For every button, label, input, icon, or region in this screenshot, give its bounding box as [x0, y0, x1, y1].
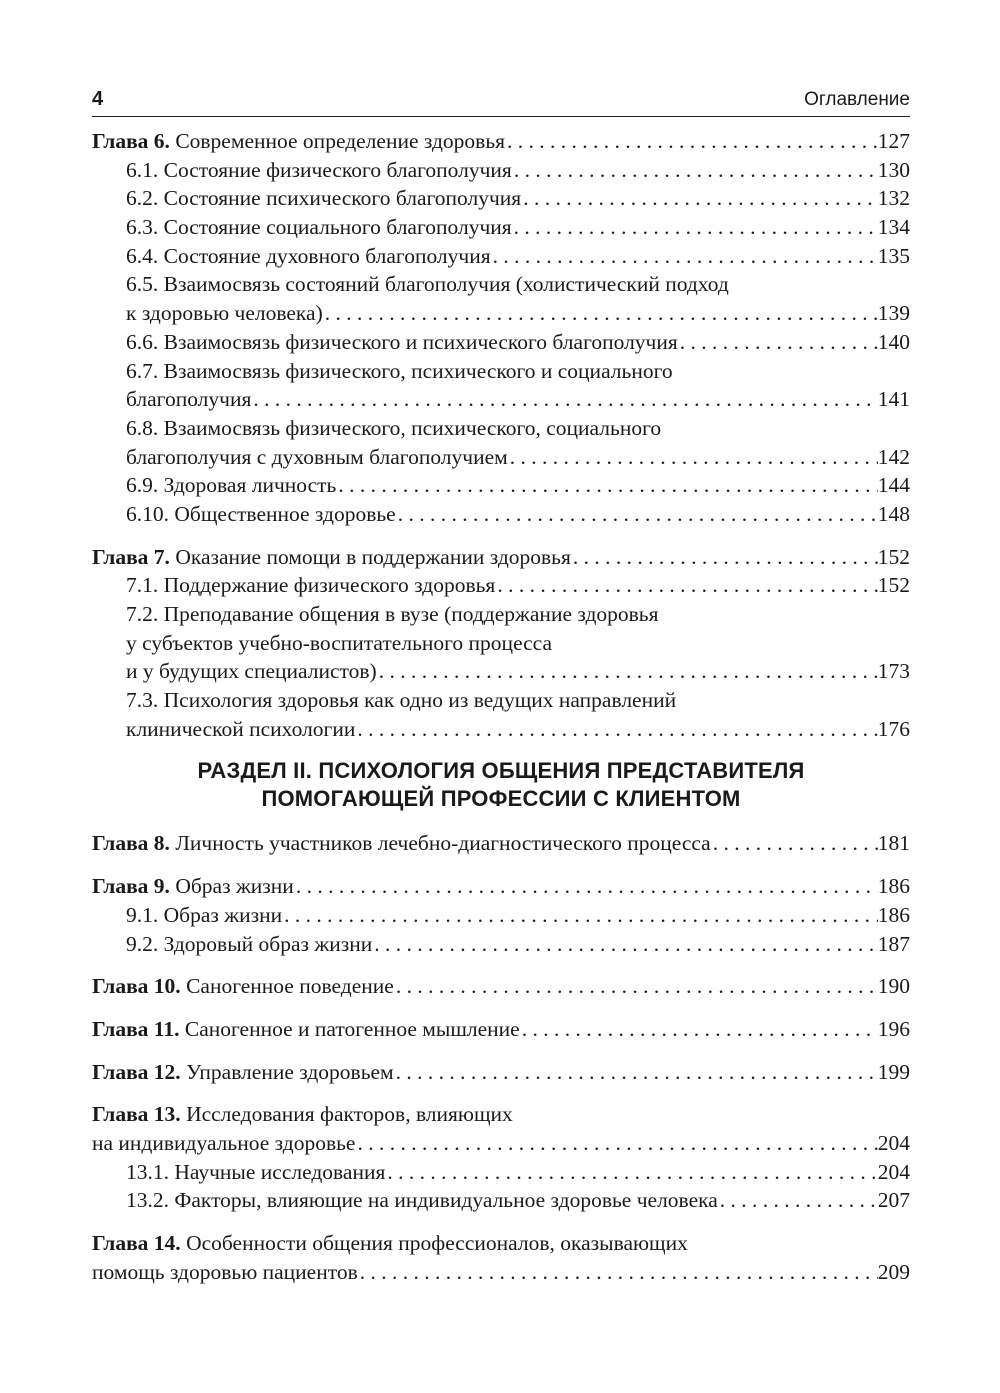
toc-entry-text	[92, 127, 505, 156]
toc-entry-text	[126, 272, 729, 296]
toc-line	[92, 1100, 910, 1129]
dot-leader	[520, 1015, 878, 1044]
toc-entry-text	[126, 242, 491, 271]
toc-line	[92, 500, 910, 529]
toc-page-number: 204	[877, 1130, 910, 1155]
toc-entry-text	[126, 930, 372, 959]
chapter-label: Глава 10.	[92, 974, 181, 999]
chapter-label: Глава 8.	[92, 831, 170, 856]
toc-page-number: 141	[877, 387, 910, 412]
toc-entry-title: Оказание помощи в поддержании здоровья	[175, 544, 571, 569]
toc-line	[92, 270, 910, 299]
toc-page-number: 127	[877, 129, 910, 153]
dot-leader	[372, 930, 878, 959]
toc-line	[92, 1058, 910, 1087]
toc-entry-title: 13.1. Научные исследования	[126, 1159, 386, 1184]
dot-leader	[571, 543, 878, 572]
chapter-label: Глава 11.	[92, 1016, 180, 1041]
toc-entry-title: 6.6. Взаимосвязь физического и психического благополучия	[126, 329, 678, 354]
toc-line	[92, 414, 910, 443]
dot-leader	[336, 471, 877, 500]
table-of-contents	[92, 127, 910, 1300]
toc-page-number: 204	[877, 1159, 910, 1184]
toc-page-number: 186	[877, 902, 910, 927]
dot-leader	[358, 1258, 878, 1287]
toc-entry-text	[92, 1058, 394, 1087]
toc-line	[92, 357, 910, 386]
toc-entry-title: 9.2. Здоровый образ жизни	[126, 931, 373, 956]
toc-entry-text	[92, 829, 711, 858]
toc-entry-title: 6.5. Взаимосвязь состояний благополучия (холистический подход	[126, 272, 729, 297]
toc-entry-title: 6.8. Взаимосвязь физического, психического, социального	[126, 415, 662, 440]
toc-page-number: 148	[877, 501, 910, 526]
toc-line	[92, 600, 910, 629]
toc-entry-text	[126, 688, 676, 712]
toc-entry-title: на индивидуальное здоровье	[92, 1130, 356, 1155]
toc-entry-text	[92, 1258, 358, 1287]
toc-page-number: 207	[877, 1188, 910, 1213]
dot-leader	[294, 872, 878, 901]
toc-page-number: 144	[877, 473, 910, 498]
toc-entry-text	[126, 328, 678, 357]
section-heading	[92, 757, 910, 813]
chapter-label: Глава 14.	[92, 1231, 181, 1255]
dot-leader	[711, 829, 878, 858]
toc-entry-text	[126, 416, 661, 440]
toc-chapter	[92, 1015, 910, 1044]
toc-entry-text	[92, 1102, 513, 1126]
toc-entry-text	[126, 571, 495, 600]
toc-chapter	[92, 872, 910, 958]
section-heading-line: ПОМОГАЮЩЕЙ ПРОФЕССИИ С КЛИЕНТОМ	[261, 786, 741, 812]
toc-entry-text	[126, 631, 552, 655]
toc-entry-text	[126, 901, 282, 930]
toc-line	[92, 686, 910, 715]
toc-entry-text	[126, 359, 673, 383]
toc-entry-title: 6.10. Общественное здоровье	[126, 501, 396, 526]
toc-entry-title: благополучия	[126, 387, 252, 412]
dot-leader	[505, 127, 878, 156]
toc-entry-title: Особенности общения профессионалов, оказывающих	[186, 1231, 688, 1255]
toc-entry-text	[92, 1129, 355, 1158]
toc-chapter	[92, 972, 910, 1001]
toc-entry-title: к здоровью человека)	[126, 301, 323, 326]
toc-entry-title: у субъектов учебно-воспитательного процесса	[126, 630, 553, 655]
toc-entry-text	[126, 500, 396, 529]
toc-entry-title: 6.9. Здоровая личность	[126, 473, 337, 498]
dot-leader	[521, 184, 878, 213]
toc-entry-title: Управление здоровьем	[186, 1059, 394, 1084]
toc-line	[92, 1129, 910, 1158]
chapter-label: Глава 9.	[92, 874, 170, 899]
toc-page-number: 196	[877, 1016, 910, 1041]
toc-chapter	[92, 1058, 910, 1087]
toc-entry-text	[126, 715, 355, 744]
toc-line	[92, 972, 910, 1001]
toc-entry-text	[92, 1231, 688, 1255]
toc-page-number: 132	[877, 186, 910, 211]
toc-chapter	[92, 543, 910, 744]
toc-entry-text	[126, 443, 508, 472]
dot-leader	[394, 1058, 878, 1087]
chapter-label: Глава 7.	[92, 544, 170, 569]
toc-entry-title: 13.2. Факторы, влияющие на индивидуальное здоровье человека	[126, 1188, 718, 1213]
toc-entry-text	[92, 972, 394, 1001]
dot-leader	[394, 972, 878, 1001]
dot-leader	[355, 715, 877, 744]
dot-leader	[508, 443, 878, 472]
dot-leader	[495, 571, 877, 600]
toc-line	[92, 156, 910, 185]
toc-entry-text	[126, 471, 336, 500]
toc-line	[92, 571, 910, 600]
toc-line	[92, 1258, 910, 1287]
toc-line	[92, 1229, 910, 1258]
toc-line	[92, 1186, 910, 1215]
chapter-label: Глава 6.	[92, 129, 170, 153]
toc-chapter	[92, 829, 910, 858]
toc-entry-title: 6.2. Состояние психического благополучия	[126, 186, 522, 211]
toc-line	[92, 872, 910, 901]
toc-line	[92, 543, 910, 572]
dot-leader	[491, 242, 878, 271]
toc-entry-title: 7.2. Преподавание общения в вузе (поддержание здоровья	[126, 602, 659, 626]
toc-page-number: 186	[877, 874, 910, 899]
toc-entry-title: Современное определение здоровья	[175, 129, 506, 153]
toc-page-number: 140	[877, 329, 910, 354]
toc-line	[92, 385, 910, 414]
toc-line	[92, 629, 910, 658]
toc-page-number: 190	[877, 974, 910, 999]
toc-entry-title: Исследования факторов, влияющих	[186, 1102, 513, 1127]
toc-page-number: 152	[877, 573, 910, 598]
running-head	[92, 84, 910, 117]
chapter-label: Глава 13.	[92, 1102, 181, 1127]
toc-page-number: 176	[877, 716, 910, 741]
toc-line	[92, 657, 910, 686]
toc-entry-text	[92, 1015, 520, 1044]
toc-line	[92, 901, 910, 930]
toc-line	[92, 213, 910, 242]
toc-entry-title: благополучия с духовным благополучием	[126, 444, 508, 469]
toc-entry-title: 6.7. Взаимосвязь физического, психического и социального	[126, 358, 673, 383]
dot-leader	[718, 1186, 878, 1215]
toc-entry-text	[126, 213, 512, 242]
section-heading-line: РАЗДЕЛ II. ПСИХОЛОГИЯ ОБЩЕНИЯ ПРЕДСТАВИТЕЛЯ	[197, 758, 805, 784]
toc-entry-text	[126, 156, 512, 185]
dot-leader	[251, 385, 877, 414]
toc-page-number: 181	[877, 831, 910, 856]
toc-entry-title: Саногенное поведение	[186, 974, 394, 999]
toc-page-number: 135	[877, 243, 910, 268]
toc-page-number: 134	[877, 215, 910, 240]
toc-entry-text	[92, 872, 294, 901]
toc-line	[92, 328, 910, 357]
dot-leader	[512, 213, 878, 242]
toc-entry-text	[126, 184, 521, 213]
toc-entry-title: 6.4. Состояние духовного благополучия	[126, 243, 491, 268]
toc-page-number: 139	[877, 301, 910, 326]
toc-chapter	[92, 1100, 910, 1215]
toc-line	[92, 1015, 910, 1044]
toc-page-number: 199	[877, 1059, 910, 1084]
toc-line	[92, 443, 910, 472]
toc-page-number: 209	[877, 1259, 910, 1284]
toc-line	[92, 930, 910, 959]
toc-entry-title: 7.3. Психология здоровья как одно из ведущих направлений	[126, 688, 677, 713]
toc-entry-title: 6.3. Состояние социального благополучия	[126, 215, 512, 240]
toc-entry-title: 6.1. Состояние физического благополучия	[126, 157, 512, 182]
dot-leader	[377, 657, 878, 686]
toc-entry-title: 7.1. Поддержание физического здоровья	[126, 573, 496, 598]
dot-leader	[396, 500, 878, 529]
toc-entry-text	[126, 657, 377, 686]
toc-page-number: 173	[877, 659, 910, 684]
toc-entry-text	[126, 1186, 718, 1215]
toc-line	[92, 127, 910, 156]
toc-line	[92, 1158, 910, 1187]
toc-line	[92, 715, 910, 744]
toc-entry-title: 9.1. Образ жизни	[126, 902, 283, 927]
dot-leader	[323, 299, 878, 328]
dot-leader	[355, 1129, 877, 1158]
toc-line	[92, 242, 910, 271]
dot-leader	[512, 156, 878, 185]
toc-entry-text	[126, 602, 659, 626]
toc-page-number: 152	[877, 544, 910, 569]
toc-entry-title: помощь здоровью пациентов	[92, 1259, 358, 1284]
page-number: 4	[92, 88, 104, 110]
toc-line	[92, 299, 910, 328]
toc-line	[92, 184, 910, 213]
toc-chapter	[92, 1229, 910, 1286]
toc-entry-title: Личность участников лечебно-диагностического процесса	[175, 831, 711, 856]
running-title: Оглавление	[804, 89, 910, 110]
toc-line	[92, 471, 910, 500]
toc-entry-text	[126, 385, 251, 414]
toc-line	[92, 829, 910, 858]
toc-page-number: 130	[877, 157, 910, 182]
toc-chapter	[92, 127, 910, 529]
toc-entry-title: Образ жизни	[175, 874, 294, 899]
dot-leader	[385, 1158, 877, 1187]
toc-page-number: 142	[877, 444, 910, 469]
toc-entry-title: клинической психологии	[126, 716, 356, 741]
chapter-label: Глава 12.	[92, 1059, 181, 1084]
toc-entry-title: Саногенное и патогенное мышление	[184, 1016, 520, 1041]
toc-entry-title: и у будущих специалистов)	[126, 659, 377, 684]
toc-entry-text	[92, 543, 571, 572]
toc-entry-text	[126, 1158, 385, 1187]
toc-entry-text	[126, 299, 323, 328]
dot-leader	[678, 328, 878, 357]
dot-leader	[282, 901, 878, 930]
toc-page-number: 187	[877, 931, 910, 956]
